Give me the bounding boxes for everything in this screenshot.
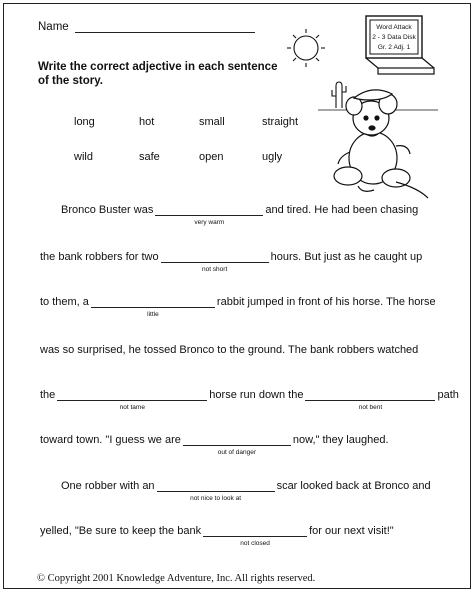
story-text: and tired. He had been chasing xyxy=(265,204,419,216)
blank-hint: not short xyxy=(201,266,228,273)
cowboy-mouse-illustration xyxy=(278,26,448,206)
word-bank-item: open xyxy=(199,151,224,163)
story-text: scar looked back at Bronco and xyxy=(276,480,431,492)
answer-blank[interactable] xyxy=(91,297,215,318)
badge-line-2: 2 - 3 Data Disk xyxy=(372,34,416,41)
sun-icon xyxy=(287,29,325,67)
answer-blank[interactable] xyxy=(161,252,269,273)
blank-hint: out of danger xyxy=(217,449,257,456)
story-text: the xyxy=(40,389,56,401)
word-bank-item: ugly xyxy=(262,151,283,163)
badge-line-1: Word Attack xyxy=(376,24,412,31)
story-text: to them, a xyxy=(40,296,89,308)
story-text: toward town. "I guess we are xyxy=(40,434,181,446)
story-line xyxy=(40,296,436,318)
blank-hint: not bent xyxy=(358,404,383,411)
blank-hint: very warm xyxy=(194,219,225,226)
word-bank-item: straight xyxy=(262,116,299,128)
story-line xyxy=(40,344,418,356)
word-bank-item: long xyxy=(74,116,95,128)
story-text: hours. But just as he caught up xyxy=(270,251,423,263)
story-text: Bronco Buster was xyxy=(61,204,154,216)
story-text: the bank robbers for two xyxy=(40,251,159,263)
badge-line-3: Gr. 2 Adj. 1 xyxy=(377,44,411,51)
cactus-icon xyxy=(332,82,346,108)
story-line xyxy=(40,251,423,273)
answer-blank[interactable] xyxy=(157,481,275,502)
word-bank-item: wild xyxy=(74,151,93,163)
story-line xyxy=(61,204,419,226)
blank-hint: little xyxy=(147,311,159,318)
story-line xyxy=(40,525,394,547)
blank-hint: not closed xyxy=(240,540,270,547)
blank-hint: not tame xyxy=(119,404,145,411)
answer-blank[interactable] xyxy=(155,205,263,226)
story-text: rabbit jumped in front of his horse. The horse xyxy=(216,296,436,308)
name-row xyxy=(38,21,255,33)
answer-blank[interactable] xyxy=(183,435,291,456)
blank-hint: not nice to look at xyxy=(190,495,242,502)
story-line xyxy=(61,480,431,502)
answer-blank[interactable] xyxy=(57,390,207,411)
word-bank-item: safe xyxy=(139,151,160,163)
copyright-notice: © Copyright 2001 Knowledge Adventure, Inc. All rights reserved. xyxy=(37,573,316,584)
story-line xyxy=(40,434,389,456)
mouse-icon xyxy=(334,90,428,198)
word-bank-item: hot xyxy=(139,116,155,128)
instructions: Write the correct adjective in each sentence of the story. xyxy=(38,61,278,87)
name-input-line[interactable] xyxy=(75,21,255,33)
name-label: Name xyxy=(38,21,69,33)
answer-blank[interactable] xyxy=(203,526,307,547)
word-bank-item: small xyxy=(199,116,225,128)
story-text: One robber with an xyxy=(61,480,155,492)
story-text: horse run down the xyxy=(209,389,304,401)
story-line xyxy=(40,389,459,411)
story-text: now," they laughed. xyxy=(292,434,389,446)
story-text: for our next visit!" xyxy=(309,525,394,537)
story-text: was so surprised, he tossed Bronco to the ground. The bank robbers watched xyxy=(40,344,419,356)
story-text: path xyxy=(437,389,459,401)
answer-blank[interactable] xyxy=(305,390,435,411)
story-text: yelled, "Be sure to keep the bank xyxy=(40,525,202,537)
